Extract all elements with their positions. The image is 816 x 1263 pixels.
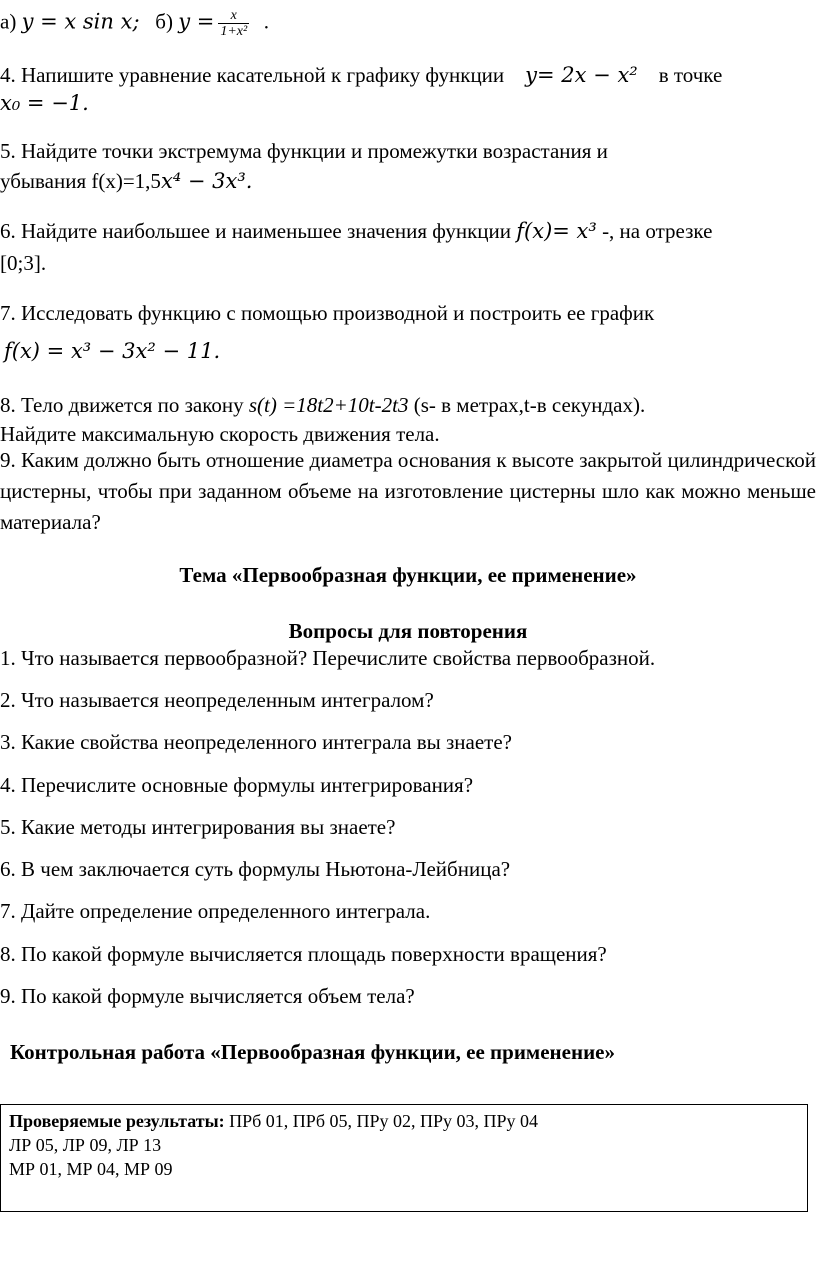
task6-line2: [0;3]. <box>0 251 47 275</box>
question-9: 9. По какой формуле вычисляется объем тела? <box>0 984 415 1008</box>
results-label: Проверяемые результаты: <box>9 1111 225 1131</box>
task5-line2 <box>0 168 252 194</box>
task8-line2: Найдите максимальную скорость движения тела. <box>0 422 440 446</box>
task8-line1 <box>0 392 645 418</box>
task4-formula: y= 2x − x² <box>525 63 638 87</box>
formula-b-fraction <box>218 8 249 39</box>
question-5: 5. Какие методы интегрирования вы знаете? <box>0 815 396 839</box>
question-2: 2. Что называется неопределенным интегралом? <box>0 688 434 712</box>
task5-line1: 5. Найдите точки экстремума функции и промежутки возрастания и <box>0 139 608 163</box>
task8-formula: s(t) =18t2+10t-2t3 <box>248 393 409 417</box>
task7-formula <box>4 338 220 364</box>
task7-formula-text: f(x) = x³ − 3x² − 11. <box>4 339 221 363</box>
control-heading: Контрольная работа «Первообразная функции, ее применение» <box>10 1040 616 1064</box>
question-4: 4. Перечислите основные формулы интегрирования? <box>0 773 474 797</box>
results-row-3: МР 01, МР 04, МР 09 <box>9 1159 173 1179</box>
task6-tail: -, на отрезке <box>596 219 713 243</box>
formula-end: . <box>263 9 269 34</box>
formula-a: y = x sin x; <box>21 9 140 34</box>
task4-line2 <box>0 90 89 116</box>
task4-line1 <box>0 62 722 88</box>
question-1: 1. Что называется первообразной? Перечислите свойства первообразной. <box>0 646 656 670</box>
question-8: 8. По какой формуле вычисляется площадь поверхности вращения? <box>0 942 607 966</box>
label-b: б) <box>155 9 173 34</box>
task7-line1: 7. Исследовать функцию с помощью производной и построить ее график <box>0 301 655 325</box>
task8-tail: (s- в метрах,t-в секундах). <box>413 393 646 417</box>
topic-heading: Тема «Первообразная функции, ее применение» <box>179 563 637 587</box>
task4-point: x₀ = −1. <box>0 91 89 115</box>
task6-line1 <box>0 218 712 244</box>
task5-formula: x⁴ − 3x³. <box>160 169 253 193</box>
question-6: 6. В чем заключается суть формулы Ньютона-Лейбница? <box>0 857 511 881</box>
task9-paragraph: 9. Каким должно быть отношение диаметра основания к высоте закрытой цилиндрической цистерны, чтобы при заданном объеме на изготовление цистерны шло как можно меньше материала? <box>0 448 816 534</box>
fraction-denominator: 1+x² <box>220 24 248 39</box>
results-row1-text: ПРб 01, ПРб 05, ПРу 02, ПРу 03, ПРу 04 <box>224 1111 539 1131</box>
results-row-2: ЛР 05, ЛР 09, ЛР 13 <box>9 1135 162 1155</box>
label-a: а) <box>0 9 17 34</box>
formula-b-lhs: y = <box>178 9 215 34</box>
task6-text: 6. Найдите наибольшее и наименьшее значения функции <box>0 219 512 243</box>
results-box <box>0 1104 808 1212</box>
task6-formula: f(x)= x³ <box>516 219 597 243</box>
task5-line2-text: убывания f(x)=1,5 <box>0 169 161 193</box>
task4-tail: в точке <box>658 63 723 87</box>
question-7: 7. Дайте определение определенного интеграла. <box>0 899 431 923</box>
question-3: 3. Какие свойства неопределенного интеграла вы знаете? <box>0 730 512 754</box>
results-row-1 <box>9 1109 799 1133</box>
task4-text: 4. Напишите уравнение касательной к графику функции <box>0 63 505 87</box>
task8-text: 8. Тело движется по закону <box>0 393 244 417</box>
task-ab-line <box>0 8 269 39</box>
review-heading: Вопросы для повторения <box>288 619 528 643</box>
fraction-numerator: x <box>218 8 249 24</box>
